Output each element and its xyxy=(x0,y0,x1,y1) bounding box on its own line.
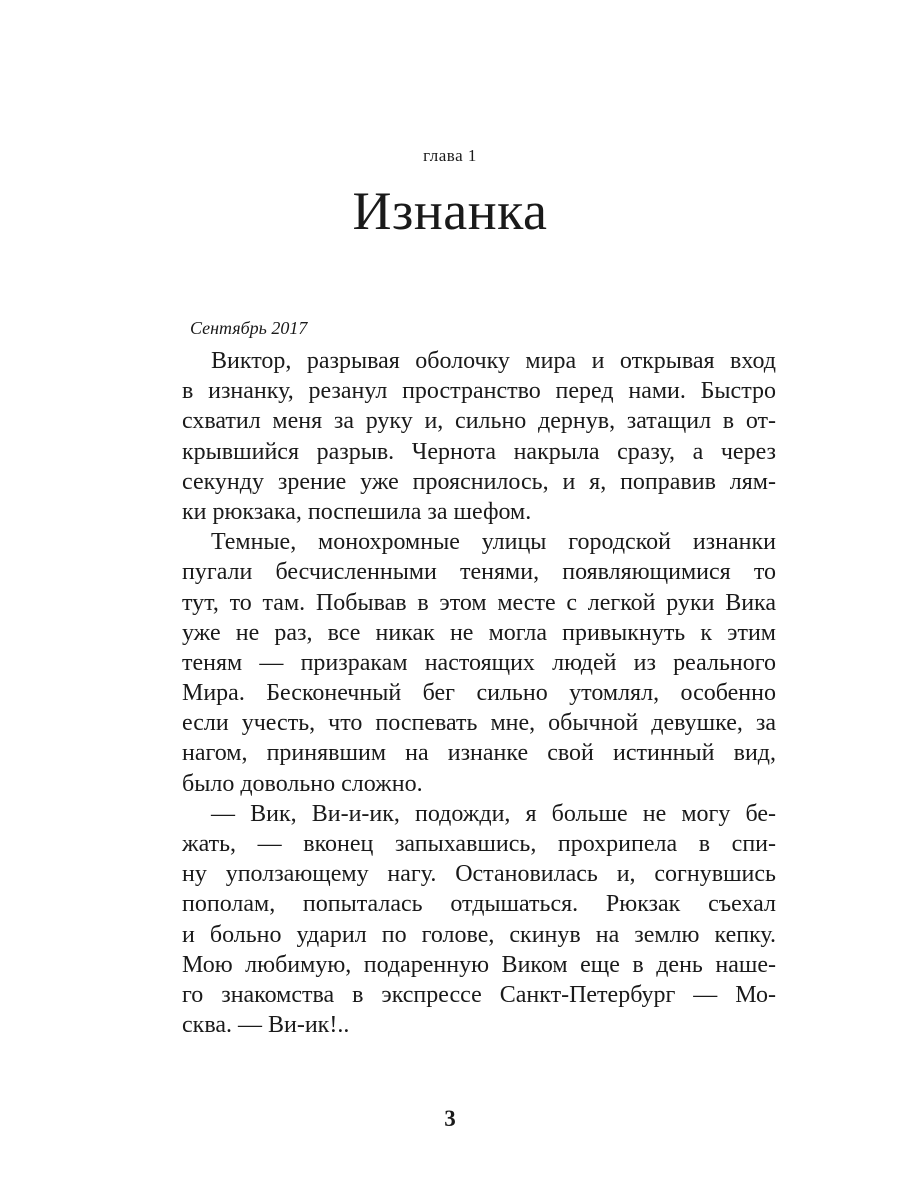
text-line: Темные, монохромные улицы городской изнанки xyxy=(211,529,776,556)
text-line: Мира. Бесконечный бег сильно утомлял, особенно xyxy=(182,680,776,707)
page-number: 3 xyxy=(444,1106,456,1131)
text-line: если учесть, что поспевать мне, обычной девушке, за xyxy=(182,710,776,737)
text-line: схватил меня за руку и, сильно дернув, затащил в от- xyxy=(182,408,776,435)
text-line: ки рюкзака, поспешила за шефом. xyxy=(182,498,532,525)
text-line: в изнанку, резанул пространство перед нами. Быстро xyxy=(182,378,776,405)
text-line: нагом, принявшим на изнанке свой истинный вид, xyxy=(182,740,776,767)
text-line: уже не раз, все никак не могла привыкнуть к этим xyxy=(182,619,776,646)
text-line: го знакомства в экспрессе Санкт-Петербург — Мо- xyxy=(182,981,776,1008)
text-line: секунду зрение уже прояснилось, и я, поправив лям- xyxy=(182,468,776,495)
text-line: крывшийся разрыв. Чернота накрыла сразу, а через xyxy=(182,438,776,465)
text-line: пополам, попыталась отдышаться. Рюкзак съехал xyxy=(182,891,776,918)
chapter-title: Изнанка xyxy=(352,181,548,241)
text-line: Мою любимую, подаренную Виком еще в день наше- xyxy=(182,951,776,978)
text-line: тут, то там. Побывав в этом месте с легкой руки Вика xyxy=(182,589,776,616)
text-line: ну уползающему нагу. Остановилась и, согнувшись xyxy=(182,861,776,888)
chapter-label: глава 1 xyxy=(423,146,477,165)
text-line: сква. — Ви-ик!.. xyxy=(182,1012,350,1039)
text-line: теням — призракам настоящих людей из реального xyxy=(182,649,776,676)
text-line: было довольно сложно. xyxy=(182,770,423,797)
text-line: Виктор, разрывая оболочку мира и открывая вход xyxy=(211,348,776,374)
text-line: жать, — вконец запыхавшись, прохрипела в спи- xyxy=(182,831,776,857)
text-line: и больно ударил по голове, скинув на землю кепку. xyxy=(182,921,776,948)
date-heading: Сентябрь 2017 xyxy=(190,318,308,338)
text-line: пугали бесчисленными тенями, появляющимися то xyxy=(182,559,776,586)
text-line: — Вик, Ви-и-ик, подожди, я больше не могу бе- xyxy=(211,800,776,827)
body-text xyxy=(182,346,776,1040)
